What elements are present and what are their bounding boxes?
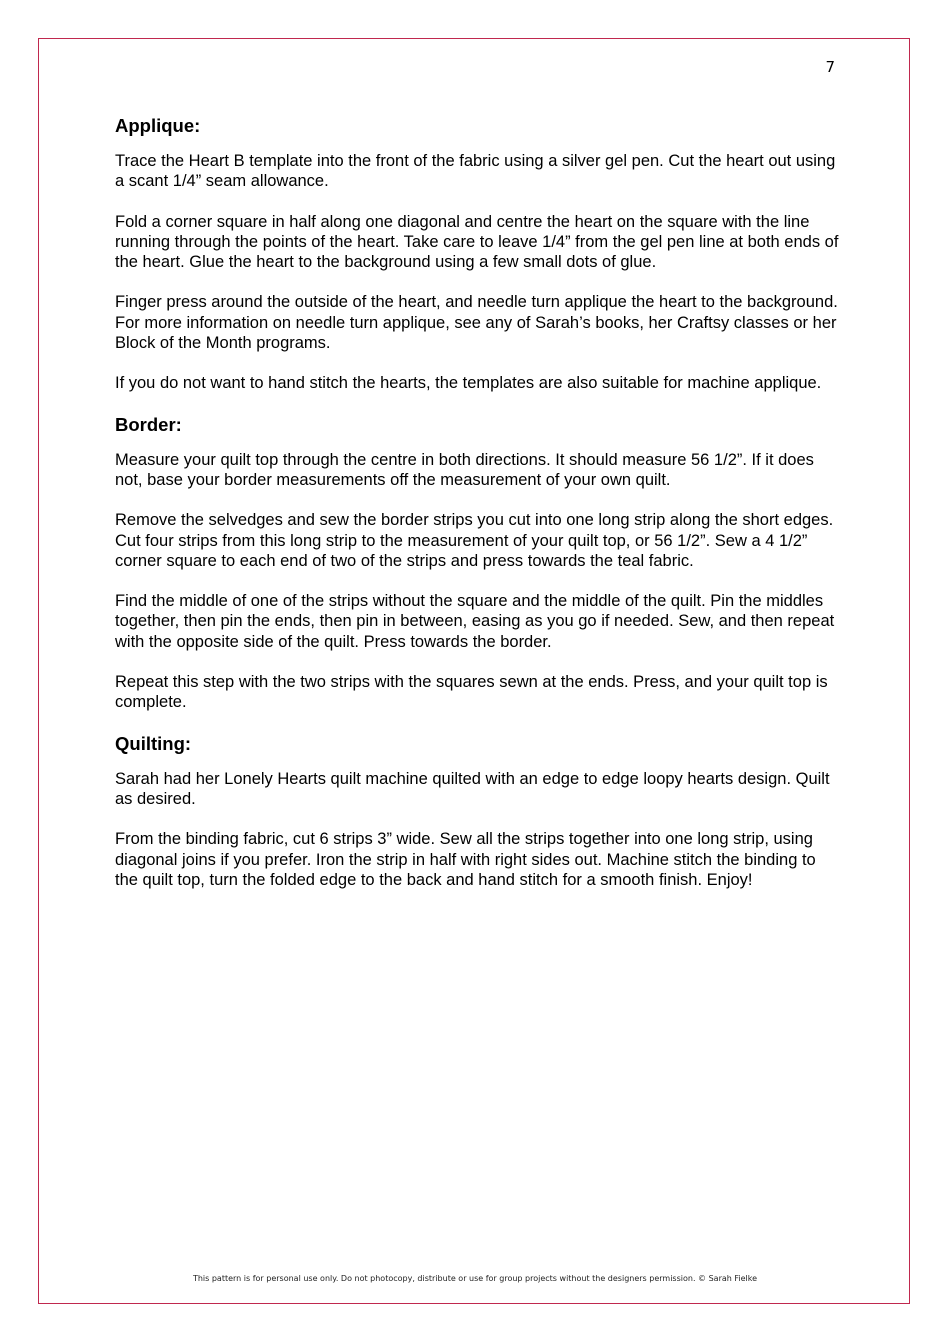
section-applique xyxy=(115,115,840,394)
paragraph: Trace the Heart B template into the front of the fabric using a silver gel pen. Cut the heart out using a scant 1/4” seam allowance. xyxy=(115,152,836,191)
section-heading: Applique: xyxy=(115,115,201,136)
section-heading: Quilting: xyxy=(115,732,192,754)
paragraph: Sarah had her Lonely Hearts quilt machine quilted with an edge to edge loopy hearts design. Quilt as desired. xyxy=(115,769,830,808)
section-border xyxy=(115,414,840,713)
paragraph: Fold a corner square in half along one diagonal and centre the heart on the square with the line running through the points of the heart. Take care to leave 1/4” from the gel pen line at both ends of the heart. Glue the heart to the background using a few small dots of glue. xyxy=(115,212,839,272)
section-quilting xyxy=(115,733,840,890)
paragraph: Remove the selvedges and sew the border strips you cut into one long strip along the short edges. Cut four strips from this long strip to the measurement of your quilt top, or 56 1/2”. Sew a 4 1/2” corner square to each end of two of the strips and press towards the teal fabric. xyxy=(115,511,834,570)
paragraph: If you do not want to hand stitch the hearts, the templates are also suitable for machine applique. xyxy=(115,374,822,393)
paragraph: From the binding fabric, cut 6 strips 3” wide. Sew all the strips together into one long strip, using diagonal joins if you prefer. Iron the strip in half with right sides out. Machine stitch the binding to the quilt top, turn the folded edge to the back and hand stitch for a smooth finish. Enjoy! xyxy=(115,830,816,889)
paragraph: Measure your quilt top through the centre in both directions. It should measure 56 1/2”. If it does not, base your border measurements off the measurement of your own quilt. xyxy=(115,450,814,489)
document-body xyxy=(115,115,840,910)
page-number: 7 xyxy=(825,58,835,76)
section-heading: Border: xyxy=(115,413,182,435)
copyright-footer: This pattern is for personal use only. Do not photocopy, distribute or use for group projects without the designers permission. © Sarah Fielke xyxy=(192,1274,758,1283)
paragraph: Repeat this step with the two strips with the squares sewn at the ends. Press, and your quilt top is complete. xyxy=(115,673,828,712)
paragraph: Finger press around the outside of the heart, and needle turn applique the heart to the background. For more information on needle turn applique, see any of Sarah’s books, her Craftsy classes or her Block of the Month programs. xyxy=(115,293,838,353)
paragraph: Find the middle of one of the strips without the square and the middle of the quilt. Pin the middles together, then pin the ends, then pin in between, easing as you go if needed. Sew, and then repeat with the opposite side of the quilt. Press towards the border. xyxy=(115,592,835,651)
